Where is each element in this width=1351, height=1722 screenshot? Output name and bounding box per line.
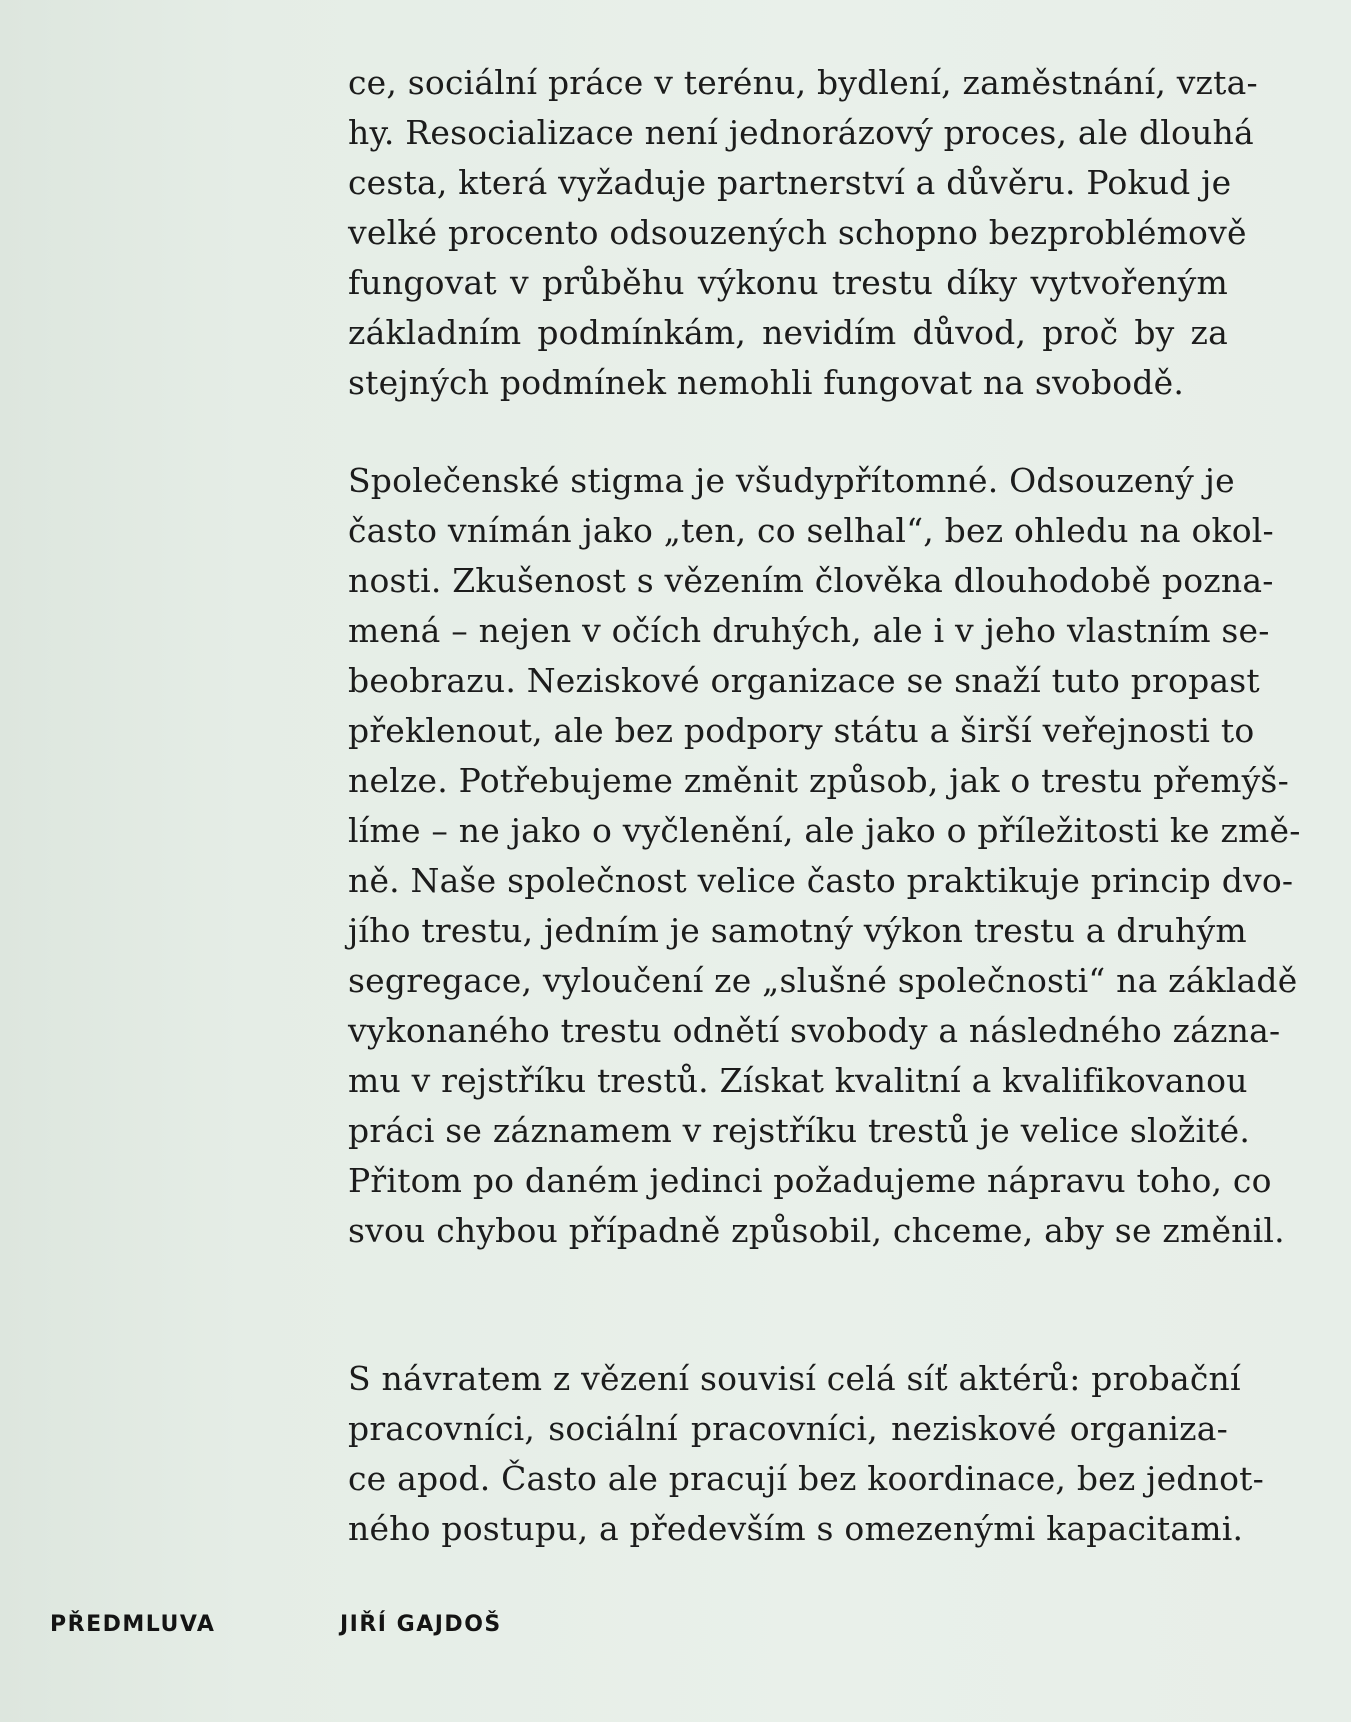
text-line: svou chybou případně způsobil, chceme, aby se změnil. <box>348 1211 1285 1250</box>
paragraph-1 <box>348 58 1258 408</box>
text-line: velké procento odsouzených schopno bezproblémově <box>348 213 1247 252</box>
text-line: hy. Resocializace není jednorázový proces, ale dlouhá <box>348 113 1254 152</box>
text-line: ně. Naše společnost velice často praktikuje princip dvo- <box>348 861 1294 900</box>
text-line: S návratem z vězení souvisí celá síť aktérů: probační <box>348 1359 1241 1398</box>
text-line: často vnímán jako „ten, co selhal“, bez ohledu na okol- <box>348 511 1274 550</box>
text-line: základním podmínkám, nevidím důvod, proč by za <box>348 313 1228 352</box>
text-line: Společenské stigma je všudypřítomné. Odsouzený je <box>348 461 1235 500</box>
footer-author-name: JIŘÍ GAJDOŠ <box>340 1612 502 1637</box>
text-line: ce, sociální práce v terénu, bydlení, zaměstnání, vzta- <box>348 63 1258 102</box>
footer-section-title: PŘEDMLUVA <box>50 1612 216 1637</box>
text-line: segregace, vyloučení ze „slušné společnosti“ na základě <box>348 961 1298 1000</box>
text-line: mená – nejen v očích druhých, ale i v jeho vlastním se- <box>348 611 1270 650</box>
text-line: nosti. Zkušenost s vězením člověka dlouhodobě pozna- <box>348 561 1274 600</box>
main-text-column <box>348 58 1301 1602</box>
text-line: překlenout, ale bez podpory státu a širší veřejnosti to <box>348 711 1255 750</box>
text-line: ného postupu, a především s omezenými kapacitami. <box>348 1509 1244 1548</box>
text-line <box>348 1256 1228 1306</box>
text-line: mu v rejstříku trestů. Získat kvalitní a kvalifikovanou <box>348 1061 1248 1100</box>
text-line: ce apod. Často ale pracují bez koordinace, bez jednot- <box>348 1459 1264 1498</box>
text-line: vykonaného trestu odnětí svobody a následného zázna- <box>348 1011 1281 1050</box>
text-line: jího trestu, jedním je samotný výkon trestu a druhým <box>348 911 1247 950</box>
text-line: práci se záznamem v rejstříku trestů je velice složité. <box>348 1111 1251 1150</box>
paragraph-3 <box>348 1354 1264 1554</box>
text-line: stejných podmínek nemohli fungovat na svobodě. <box>348 363 1185 402</box>
text-line: pracovníci, sociální pracovníci, neziskové organiza- <box>348 1409 1228 1448</box>
text-line: nelze. Potřebujeme změnit způsob, jak o trestu přemýš- <box>348 761 1289 800</box>
text-line: Přitom po daném jedinci požadujeme nápravu toho, co <box>348 1161 1272 1200</box>
text-line: fungovat v průběhu výkonu trestu díky vytvořeným <box>348 263 1228 302</box>
paragraph-2 <box>348 456 1301 1306</box>
text-line: cesta, která vyžaduje partnerství a důvěru. Pokud je <box>348 163 1232 202</box>
text-line: beobrazu. Neziskové organizace se snaží tuto propast <box>348 661 1260 700</box>
text-line: líme – ne jako o vyčlenění, ale jako o příležitosti ke změ- <box>348 811 1301 850</box>
